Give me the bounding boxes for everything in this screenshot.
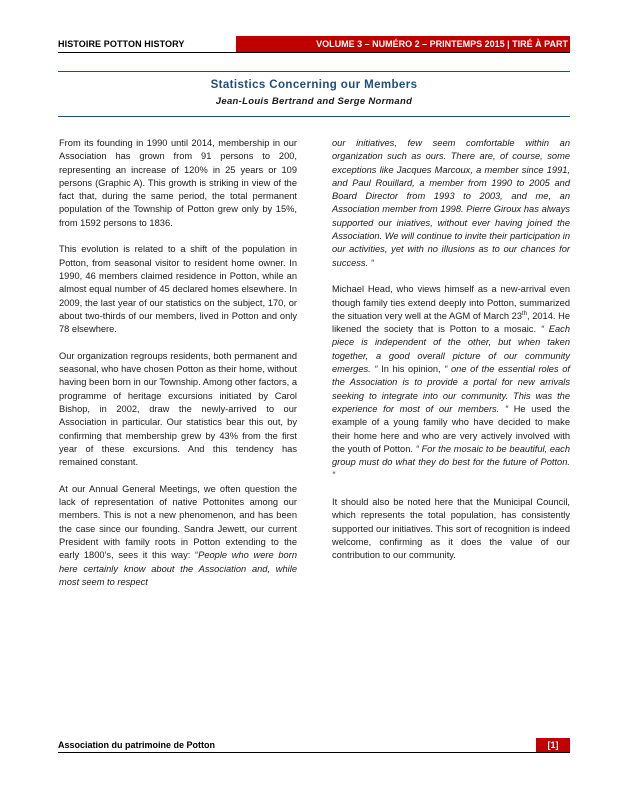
paragraph [332,137,570,270]
left-column [59,137,297,602]
issue-banner: VOLUME 3 – NUMÉRO 2 – PRINTEMPS 2015 | TIRÉ À PART [236,36,570,52]
paragraph: It should also be noted here that the Municipal Council, which represents the total population, has consistently supported our initiatives. This sort of recognition is indeed welcome, confirming as it does the value of our contribution to our community. [332,497,570,561]
paragraph-text: In his opinion, [377,364,445,375]
paragraph-text: He used the example of a young family who have decided to make their home here and who are very actively involved with the youth of Potton. [332,403,571,454]
header-divider [58,52,570,53]
paragraph-text: Michael Head, who views himself as a new-arrival even though family ties extend deeply into Potton, summarized the situation very well at the AGM of March 23 [332,284,570,321]
publication-name: HISTOIRE POTTON HISTORY [58,39,185,49]
paragraph-text: , 2014. He likened the society that is Potton to a mosaic. [332,310,570,335]
paragraph: Our organization regroups residents, both permanent and seasonal, who have chosen Potton as their home, without having been born in our Township. Among other factors, a programme of heritage excursions initiated by Carol Bishop, in 2002, draw the newly-arrived to our Association in particular. Our statistics bear this out, by confirming that membership grew by 43% from the first year of these excursions. And this tendency has remained constant. [59,350,297,468]
footer-divider [58,752,570,753]
ordinal-suffix: th [522,310,528,317]
paragraph-text: At our Annual General Meetings, we often question the lack of representation of native Pottonites among our members. This is not a new phenomenon, and has been the case since our founding. Sandra Jewett, our current President with family roots in Potton extending to the early 1800’s, sees it this way: “ [59,483,297,561]
quote-text: our initiatives, few seem comfortable within an organization such as ours. There are, of course, some exceptions like Jacques Marcoux, a member since 1991, and Paul Rouillard, a member from 1990 to 2005 and Board Director from 1993 to 2003, and me, an Association member from 1998. Pierre Giroux has always supported our iniatives, without ever having joined the Association. We will continue to invite their participation in our activities, yet with no illusions as to our chances for success. “ [332,138,570,268]
quote-text: “ one of the essential roles of the Association is to provide a portal for new arrivals seeking to integrate into our community. This was the experience for most of our members. “ [332,364,570,414]
paragraph: From its founding in 1990 until 2014, membership in our Association has grown from 91 persons to 200, representing an increase of 120% in 25 years or 109 persons (Graphic A). This growth is striking in view of the fact that, during the same period, the total permanent population of the Township of Potton grew only by 15%, from 1592 persons to 1836. [59,138,297,228]
paragraph [332,283,570,482]
title-top-divider [58,71,570,72]
paragraph: This evolution is related to a shift of the population in Potton, from seasonal visitor to resident home owner. In 1990, 46 members claimed residence in Potton, while an almost equal number of 45 declared homes elsewhere. In 2009, the last year of our statistics on the subject, 170, or about two-thirds of our members, lived in Potton and only 78 elsewhere. [59,244,297,335]
quote-text: “ Each piece is independent of the other, but when taken together, a good overall picture of our community emerges. “ [332,324,570,375]
quote-text: “ For the mosaic to be beautiful, each group must do what they do best for the future of Potton. “ [332,443,570,481]
right-column [332,137,570,576]
page-header [58,36,570,54]
quote-text: People who were born here certainly know about the Association and, while most seem to respect [59,550,297,587]
article-authors: Jean-Louis Bertrand and Serge Normand [215,96,413,107]
title-bottom-divider [58,116,570,117]
page-number: [1] [536,738,570,752]
article-title: Statistics Concerning our Members [210,79,418,91]
paragraph [59,483,297,589]
page-footer [58,738,570,756]
footer-organization: Association du patrimoine de Potton [58,740,216,750]
